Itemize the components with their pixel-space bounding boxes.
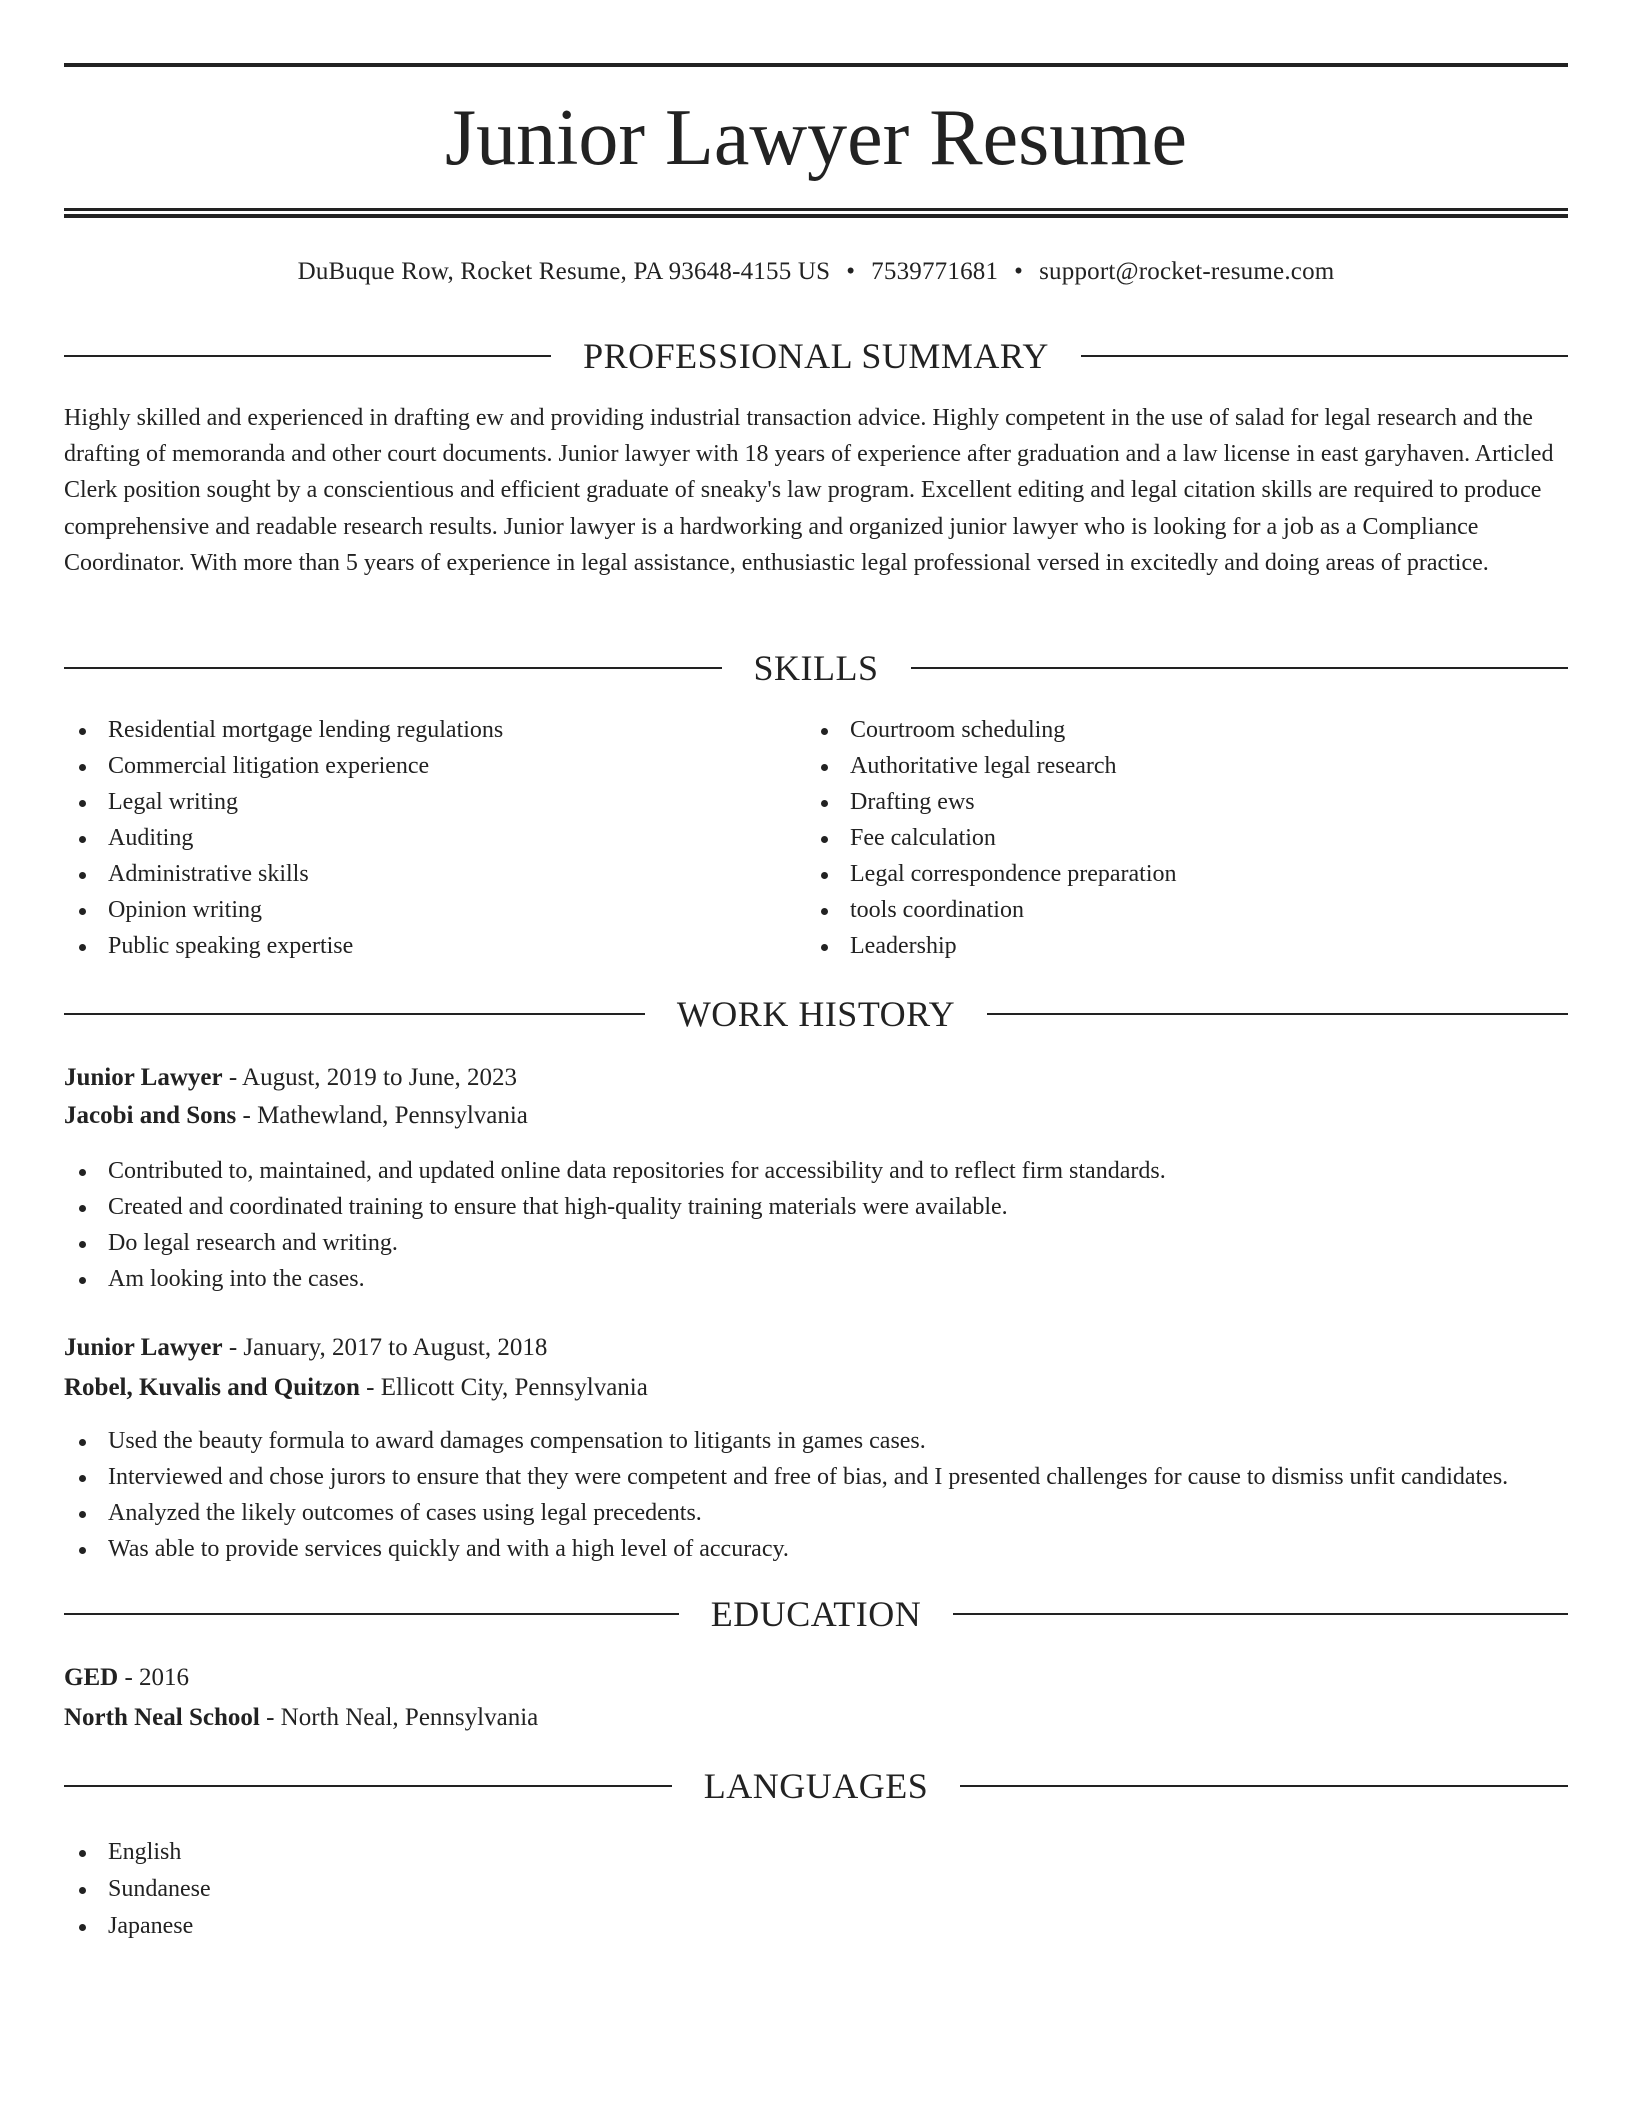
bullet-icon <box>79 1205 86 1212</box>
header-double-rule <box>64 208 1568 218</box>
header-top-rule <box>64 63 1568 67</box>
bullet-icon <box>821 800 828 807</box>
job-duties-list <box>64 1423 1568 1567</box>
job-dates: August, 2019 to June, 2023 <box>242 1064 518 1091</box>
skill-item: Drafting ews <box>806 784 1546 820</box>
job-duty: Used the beauty formula to award damages compensation to litigants in games cases. <box>64 1423 1568 1459</box>
section-divider <box>64 1785 672 1787</box>
section-title: SKILLS <box>753 648 879 688</box>
bullet-icon <box>821 764 828 771</box>
skill-item: Legal writing <box>64 784 804 820</box>
skill-item: Leadership <box>806 928 1546 964</box>
skill-item: tools coordination <box>806 892 1546 928</box>
bullet-icon <box>821 944 828 951</box>
section-divider <box>64 1613 679 1615</box>
bullet-icon <box>79 1241 86 1248</box>
bullet-icon <box>821 836 828 843</box>
education-degree-line: GED - 2016 <box>64 1664 190 1691</box>
skill-item: Administrative skills <box>64 856 804 892</box>
skills-list-right <box>806 712 1546 964</box>
skill-item: Public speaking expertise <box>64 928 804 964</box>
skill-item: Legal correspondence preparation <box>806 856 1546 892</box>
section-divider <box>987 1013 1568 1015</box>
skill-item: Auditing <box>64 820 804 856</box>
bullet-icon <box>79 728 86 735</box>
section-heading-summary <box>64 334 1568 378</box>
section-title: EDUCATION <box>710 1594 922 1634</box>
section-divider <box>1081 355 1568 357</box>
bullet-icon <box>79 800 86 807</box>
section-heading-languages <box>64 1764 1568 1808</box>
job-company-line: Robel, Kuvalis and Quitzon - Ellicott City, Pennsylvania <box>64 1374 648 1401</box>
education-degree: GED <box>64 1664 119 1691</box>
contact-email: support@rocket-resume.com <box>1039 258 1335 285</box>
section-divider <box>64 667 722 669</box>
job-duty: Interviewed and chose jurors to ensure that they were competent and free of bias, and I presented challenges for cause to dismiss unfit candidates. <box>64 1459 1568 1495</box>
bullet-icon <box>79 764 86 771</box>
language-item: English <box>64 1834 1568 1871</box>
education-school: North Neal School <box>64 1704 260 1731</box>
skill-item: Courtroom scheduling <box>806 712 1546 748</box>
job-location: Ellicott City, Pennsylvania <box>380 1374 648 1401</box>
summary-text: Highly skilled and experienced in drafting ew and providing industrial transaction advice. Highly competent in the use of salad for legal research and the drafting of memoranda and other court documents. Junior lawyer with 18 years of experience after graduation and a law license in east garyhaven. Articled Clerk position sought by a conscientious and efficient graduate of sneaky's law program. Excellent editing and legal citation skills are required to produce comprehensive and readable research results. Junior lawyer is a hardworking and organized junior lawyer who is looking for a job as a Compliance Coordinator. With more than 5 years of experience in legal assistance, enthusiastic legal professional versed in excitedly and doing areas of practice. <box>64 405 1554 576</box>
job-duty: Was able to provide services quickly and with a high level of accuracy. <box>64 1531 1568 1567</box>
job-title: Junior Lawyer <box>64 1334 223 1361</box>
contact-separator: • <box>1014 258 1024 285</box>
education-school-line: North Neal School - North Neal, Pennsylvania <box>64 1704 539 1731</box>
contact-line <box>64 254 1568 290</box>
job-duty: Do legal research and writing. <box>64 1225 1568 1261</box>
job-dates: January, 2017 to August, 2018 <box>243 1334 548 1361</box>
bullet-icon <box>79 1277 86 1284</box>
section-title: PROFESSIONAL SUMMARY <box>583 336 1049 376</box>
bullet-icon <box>79 1169 86 1176</box>
bullet-icon <box>79 1475 86 1482</box>
bullet-icon <box>79 1924 86 1931</box>
skills-list-left <box>64 712 804 964</box>
section-divider <box>64 1013 645 1015</box>
bullet-icon <box>79 836 86 843</box>
job-title: Junior Lawyer <box>64 1064 223 1091</box>
skill-item: Fee calculation <box>806 820 1546 856</box>
section-divider <box>64 355 551 357</box>
skill-item: Opinion writing <box>64 892 804 928</box>
skill-item: Authoritative legal research <box>806 748 1546 784</box>
bullet-icon <box>79 1547 86 1554</box>
skill-item: Residential mortgage lending regulations <box>64 712 804 748</box>
job-company: Robel, Kuvalis and Quitzon <box>64 1374 360 1401</box>
section-divider <box>911 667 1569 669</box>
job-duties-list <box>64 1153 1568 1297</box>
job-location: Mathewland, Pennsylvania <box>257 1102 528 1129</box>
education-year: 2016 <box>139 1664 190 1691</box>
section-heading-education <box>64 1592 1568 1636</box>
bullet-icon <box>821 872 828 879</box>
job-title-line: Junior Lawyer - August, 2019 to June, 2023 <box>64 1064 518 1091</box>
bullet-icon <box>79 1887 86 1894</box>
bullet-icon <box>79 872 86 879</box>
section-heading-work-history <box>64 992 1568 1036</box>
bullet-icon <box>79 1850 86 1857</box>
job-title-line: Junior Lawyer - January, 2017 to August, 2018 <box>64 1334 548 1361</box>
skill-item: Commercial litigation experience <box>64 748 804 784</box>
language-item: Sundanese <box>64 1871 1568 1908</box>
job-duty: Created and coordinated training to ensure that high-quality training materials were available. <box>64 1189 1568 1225</box>
section-heading-skills <box>64 646 1568 690</box>
contact-phone: 7539771681 <box>871 258 999 285</box>
bullet-icon <box>79 944 86 951</box>
contact-separator: • <box>846 258 856 285</box>
job-duty: Analyzed the likely outcomes of cases using legal precedents. <box>64 1495 1568 1531</box>
job-duty: Contributed to, maintained, and updated online data repositories for accessibility and to reflect firm standards. <box>64 1153 1568 1189</box>
section-divider <box>953 1613 1568 1615</box>
resume-title: Junior Lawyer Resume <box>444 94 1188 182</box>
job-company-line: Jacobi and Sons - Mathewland, Pennsylvania <box>64 1102 528 1129</box>
job-company: Jacobi and Sons <box>64 1102 237 1129</box>
language-item: Japanese <box>64 1908 1568 1945</box>
section-divider <box>960 1785 1568 1787</box>
bullet-icon <box>821 728 828 735</box>
contact-address: DuBuque Row, Rocket Resume, PA 93648-4155 US <box>297 258 831 285</box>
job-duty: Am looking into the cases. <box>64 1261 1568 1297</box>
bullet-icon <box>79 908 86 915</box>
education-location: North Neal, Pennsylvania <box>280 1704 539 1731</box>
bullet-icon <box>79 1511 86 1518</box>
bullet-icon <box>821 908 828 915</box>
languages-list <box>64 1834 1568 1945</box>
bullet-icon <box>79 1439 86 1446</box>
section-title: WORK HISTORY <box>676 994 956 1034</box>
section-title: LANGUAGES <box>703 1766 929 1806</box>
